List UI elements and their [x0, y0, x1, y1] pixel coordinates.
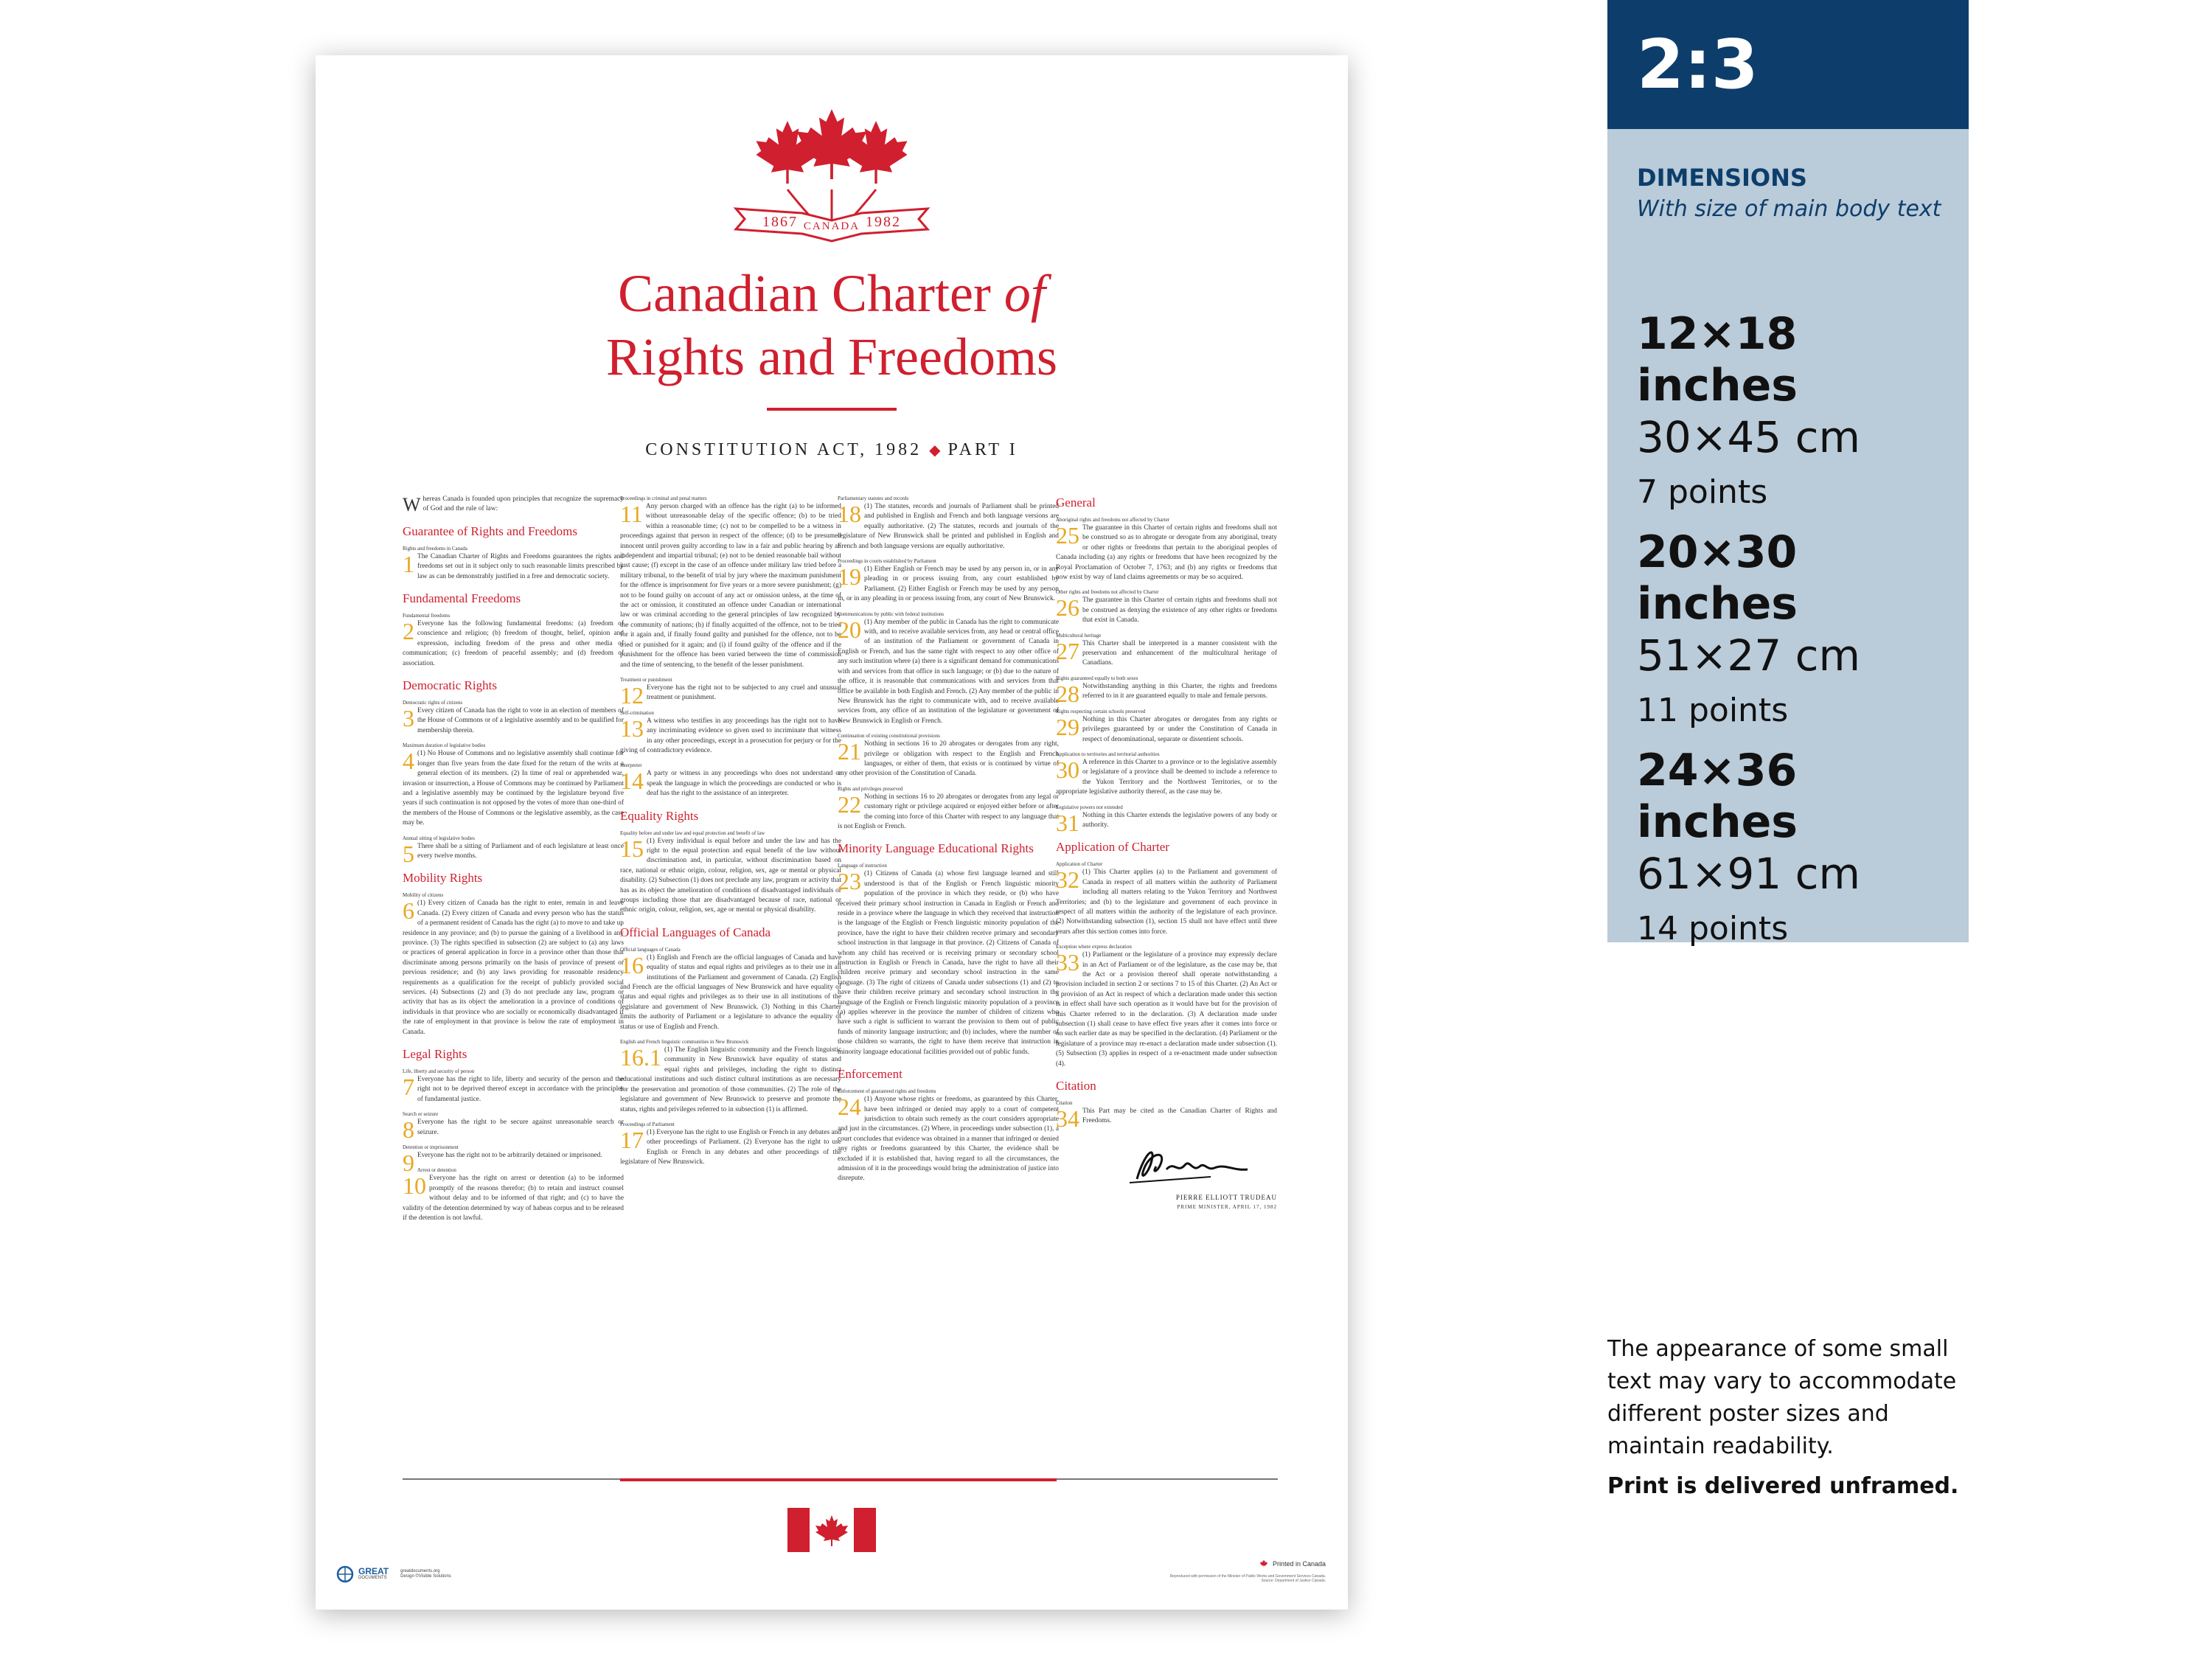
title-of: of: [1004, 264, 1046, 323]
charter-section: [838, 869, 1059, 1057]
section-heading: Enforcement: [838, 1067, 902, 1082]
charter-section: [1056, 809, 1277, 836]
section-heading: Democratic Rights: [403, 678, 497, 693]
section-number: 32: [1056, 866, 1079, 894]
section-text: Nothing in sections 16 to 20 abrogates or derogates from any right, privilege or obligation with respect to the English and French languages, or either of them, that exists or is continued by virtue of any other provision of the Constitution of Canada.: [838, 740, 1059, 778]
section-text: (1) This Charter applies (a) to the Parliament and government of Canada in respect of all matters within the authority of Parliament including all matters relating to the Yukon Territory and Northwest Territories; and (b) to the legislature and government of each province in respect of all matters within the authority of the legislature of each province. (2) Notwithstanding subsection (1), section 15 shall not have effect until three years after this section comes into force.: [1056, 869, 1277, 936]
charter-section: [403, 840, 624, 867]
section-number: 1: [403, 550, 414, 577]
footer-divider: [1057, 1478, 1278, 1480]
charter-section: [403, 1174, 624, 1223]
charter-section: [838, 618, 1059, 726]
section-number: 14: [620, 768, 644, 795]
section-number: 8: [403, 1116, 414, 1144]
section-text: The guarantee in this Charter of certain rights and freedoms shall not be construed so as to abrogate or derogate from any aboriginal, treaty or other rights or freedoms that pertain to the aboriginal peoples of Canada including (a) any rights or freedoms that have been recognized by the Royal Proclamation of October 7, 1763; and (b) any rights or freedoms that now exist by way of land claims agreements or may be so acquired.: [1056, 524, 1277, 582]
charter-section: [838, 1095, 1059, 1184]
section-marginal-note: Application of Charter: [1056, 861, 1103, 868]
section-text: This Charter shall be interpreted in a manner consistent with the preservation and enhancement of the multicultural heritage of Canadians.: [1082, 639, 1277, 667]
charter-column-2: [620, 495, 841, 1505]
signature-image: [1122, 1138, 1255, 1190]
section-text: (1) The statutes, records and journals of Parliament shall be printed and published in English and French and both language versions are equally authoritative. (2) The statutes, records and journals of the legislature of New Brunswick shall be printed and published in English and French and both language versions are equally authoritative.: [838, 503, 1059, 550]
charter-column-4: [1056, 495, 1277, 1505]
section-number: 11: [620, 501, 643, 527]
charter-section: [838, 740, 1059, 779]
dimensions-subtitle: With size of main body text: [1637, 196, 1941, 222]
section-number: 10: [403, 1172, 426, 1200]
footer-divider: [403, 1478, 620, 1480]
publisher-subname: DOCUMENTS: [358, 1576, 387, 1580]
section-heading: Minority Language Educational Rights: [838, 841, 1034, 856]
dimensions-panel: [1607, 0, 1969, 947]
section-marginal-note: Other rights and freedoms not affected by Charter: [1056, 589, 1159, 596]
title-part1: Canadian Charter: [618, 264, 1004, 323]
section-number: 21: [838, 738, 861, 765]
section-marginal-note: Maximum duration of legislative bodies: [403, 742, 486, 749]
section-text: Everyone has the following fundamental freedoms: (a) freedom of conscience and religion; (b) freedom of thought, belief, opinion and expression, including freedom of the press and other media of communication; (c) freedom of peaceful assembly; and (d) freedom of association.: [403, 620, 624, 667]
size-option: [1637, 526, 1969, 731]
section-number: 20: [838, 616, 861, 643]
size-inches: 20×30 inches: [1637, 526, 1798, 630]
ratio-header: [1607, 0, 1969, 129]
section-marginal-note: Annual sitting of legislative bodies: [403, 835, 475, 841]
emblem-center: CANADA: [803, 220, 860, 232]
section-heading: Guarantee of Rights and Freedoms: [403, 524, 577, 538]
charter-section: [838, 565, 1059, 605]
subtitle-left: CONSTITUTION ACT, 1982: [645, 440, 922, 459]
section-marginal-note: Proceedings in courts established by Parliament: [838, 558, 936, 565]
section-marginal-note: Interpreter: [620, 762, 642, 769]
section-marginal-note: Mobility of citizens: [403, 892, 444, 899]
section-marginal-note: Language of instruction: [838, 863, 887, 869]
size-note: The appearance of some small text may vary to accommodate different poster sizes and maintain readability.: [1607, 1336, 1957, 1459]
size-inches: 12×18 inches: [1637, 308, 1798, 411]
section-marginal-note: Rights guaranteed equally to both sexes: [1056, 675, 1138, 681]
maple-leaf-emblem: [721, 107, 942, 284]
preamble-dropcap: W: [403, 495, 421, 515]
section-marginal-note: Citation: [1056, 1100, 1073, 1107]
section-text: (1) The English linguistic community and the French linguistic community in New Brunswick have equality of status and equal rights and privileges, including the right to distinct educational institutions and such distinct cultural institutions as are necessary for the preservation and promotion of those communities. (2) The role of the legislature and government of New Brunswick to preserve and promote the status, rights and privileges referred to in subsection (1) is affirmed.: [620, 1046, 841, 1113]
section-marginal-note: Rights and freedoms in Canada: [403, 545, 467, 552]
section-text: (1) Any member of the public in Canada has the right to communicate with, and to receive available services from, any head or central office of an institution of the Parliament or government of Canada in English or French, and has the same right with respect to any other office of any such institution where (a) there is a significant demand for communications with and services from that office in such language; or (b) due to the nature of the office, it is reasonable that communications with and services from that office be available in both English and French. (2) Any member of the public in New Brunswick has the right to communicate with, and to receive available services from, any office of an institution of the legislature or government of New Brunswick in English or French.: [838, 618, 1059, 725]
section-marginal-note: Legislative powers not extended: [1056, 804, 1123, 810]
section-marginal-note: Self-crimination: [620, 709, 654, 716]
poster-subtitle: [316, 440, 1348, 460]
preamble-text: hereas Canada is founded upon principles that recognize the supremacy of God and the rule of law:: [422, 495, 624, 513]
section-number: 5: [403, 840, 414, 867]
section-heading: General: [1056, 495, 1096, 509]
globe-icon: [336, 1565, 354, 1583]
section-number: 26: [1056, 594, 1079, 622]
charter-section: [403, 899, 624, 1037]
section-text: The Canadian Charter of Rights and Freedoms guarantees the rights and freedoms set out in it subject only to such reasonable limits prescribed by law as can be demonstrably justified in a free and democratic society.: [417, 552, 624, 580]
charter-section: [403, 619, 624, 669]
section-number: 9: [403, 1150, 414, 1177]
section-marginal-note: Continuation of existing constitutional provisions: [838, 733, 940, 740]
canada-flag-icon: [787, 1508, 876, 1552]
charter-section: [620, 837, 841, 916]
aspect-ratio: 2:3: [1637, 25, 1759, 104]
section-text: This Part may be cited as the Canadian Charter of Rights and Freedoms.: [1082, 1107, 1277, 1125]
section-text: Nothing in sections 16 to 20 abrogates or derogates from any legal or customary right or privilege acquired or enjoyed either before or after the coming into force of this Charter with respect to any language that is not English or French.: [838, 793, 1059, 830]
section-text: (1) English and French are the official languages of Canada and have equality of status and equal rights and privileges as to their use in all institutions of the Parliament and government of Canada. (2) English and French are the official languages of New Brunswick and have equality of status and equal rights and privileges as to their use in all institutions of the legislature and government of New Brunswick. (3) Nothing in this Charter limits the authority of Parliament or a legislature to advance the equality of status or use of English and French.: [620, 953, 841, 1031]
section-number: 18: [838, 501, 861, 527]
charter-section: [403, 1116, 624, 1144]
charter-section: [1056, 950, 1277, 1069]
size-cm: 30×45 cm: [1637, 412, 1861, 462]
section-text: Everyone has the right not to be arbitrarily detained or imprisoned.: [417, 1152, 602, 1160]
charter-column-1: [403, 495, 624, 1505]
size-points: 14 points: [1637, 910, 1789, 947]
size-cm: 51×27 cm: [1637, 630, 1861, 681]
section-number: 33: [1056, 949, 1079, 976]
section-marginal-note: Detention or imprisonment: [403, 1144, 459, 1151]
section-text: Nothing in this Charter extends the legislative powers of any body or authority.: [1082, 811, 1277, 829]
section-text: (1) Every citizen of Canada has the right to enter, remain in and leave Canada. (2) Every citizen of Canada and every person who has the status of a permanent resident of Canada has the right (a) to move to and take up residence in any province; and (b) to pursue the gaining of a livelihood in any province. (3) The rights specified in subsection (2) are subject to (a) any laws or practices of general application in force in a province other than those that discriminate among persons primarily on the basis of province of present or previous residence; and (b) any laws providing for reasonable residency requirements as a qualification for the receipt of publicly provided social services. (4) Subsections (2) and (3) do not preclude any law, program or activity that has as its object the amelioration in a province of conditions of individuals in that province who are socially or economically disadvantaged if the rate of employment in that province is below the rate of employment in Canada.: [403, 900, 624, 1036]
size-points: 11 points: [1637, 692, 1789, 729]
section-marginal-note: Treatment or punishment: [620, 676, 672, 683]
signature-block: [1056, 1138, 1277, 1213]
section-text: (1) Every individual is equal before and under the law and has the right to the equal protection and equal benefit of the law without discrimination and, in particular, without discrimination based on race, national or ethnic origin, colour, religion, sex, age or mental or physical disability. (2) Subsection (1) does not preclude any law, program or activity that has as its object the amelioration of conditions of disadvantaged individuals or groups including those that are disadvantaged because of race, national or ethnic origin, colour, religion, sex, age or mental or physical disability.: [620, 837, 841, 914]
section-number: 2: [403, 618, 414, 645]
charter-section: [1056, 639, 1277, 669]
section-number: 16: [620, 951, 644, 978]
section-marginal-note: Exception where express declaration: [1056, 944, 1132, 950]
section-number: 15: [620, 835, 644, 862]
charter-section: [403, 552, 624, 582]
section-heading: Legal Rights: [403, 1047, 467, 1062]
section-marginal-note: Arrest or detention: [417, 1167, 456, 1174]
section-marginal-note: Equality before and under law and equal protection and benefit of law: [620, 830, 765, 836]
charter-section: [1056, 524, 1277, 582]
charter-section: [838, 790, 1059, 832]
publisher-url: greatdocuments.org: [400, 1569, 440, 1573]
section-number: 27: [1056, 637, 1079, 664]
charter-section: [403, 706, 624, 736]
section-number: 4: [403, 748, 414, 775]
publisher-name: GREAT: [358, 1566, 389, 1576]
section-heading: Equality Rights: [620, 808, 699, 823]
section-text: (1) Anyone whose rights or freedoms, as guaranteed by this Charter, have been infringed or denied may apply to a court of competent jurisdiction to obtain such remedy as the court considers appropriate and just in the circumstances. (2) Where, in proceedings under subsection (1), a court concludes that evidence was obtained in a manner that infringed or denied any rights or freedoms guaranteed by this Charter, the evidence shall be excluded if it is established that, having regard to all the circumstances, the admission of it in the proceedings would bring the administration of justice into disrepute.: [838, 1096, 1059, 1183]
section-text: Every citizen of Canada has the right to vote in an election of members of the House of Commons or of a legislative assembly and to be qualified for membership therein.: [417, 707, 624, 734]
size-inches: 24×36 inches: [1637, 745, 1798, 848]
section-text: (1) Parliament or the legislature of a province may expressly declare in an Act of Parliament or of the legislature, as the case may be, that the Act or a provision thereof shall operate notwithstanding a provision included in section 2 or sections 7 to 15 of this Charter. (2) An Act or a provision of an Act in respect of which a declaration made under this section is in effect shall have such operation as it would have but for the provision of this Charter referred to in the declaration. (3) A declaration made under subsection (1) shall cease to have effect five years after it comes into force or on such earlier date as may be specified in the declaration. (4) Parliament or the legislature of a province may re-enact a declaration made under subsection (1). (5) Subsection (3) applies in respect of a re-enactment made under subsection (4).: [1056, 951, 1277, 1068]
section-number: 23: [838, 868, 861, 895]
section-number: 12: [620, 681, 644, 709]
publisher-logo: [336, 1561, 451, 1587]
size-option: [1637, 745, 1969, 950]
section-heading: Official Languages of Canada: [620, 925, 771, 939]
emblem-right-year: 1982: [866, 214, 901, 230]
section-text: A reference in this Charter to a province or to the legislative assembly or legislature of a province shall be deemed to include a reference to the Yukon Territory and the Northwest Territories, or to the appropriate legislative authority thereof, as the case may be.: [1056, 758, 1277, 796]
section-marginal-note: Democratic rights of citizens: [403, 700, 463, 706]
printed-in-canada: [1259, 1559, 1326, 1568]
title-line2: Rights and Freedoms: [606, 327, 1057, 386]
section-marginal-note: Fundamental freedoms: [403, 613, 451, 619]
section-text: (1) No House of Commons and no legislative assembly shall continue for longer than five years from the date fixed for the return of the writs at a general election of its members. (2) In time of real or apprehended war, invasion or insurrection, a House of Commons may be continued by Parliament and a legislative assembly may be continued by the legislature beyond five years if such continuation is not opposed by the votes of more than one-third of the members of the House of Commons or the legislative assembly, as the case may be.: [403, 750, 624, 827]
subtitle-right: PART I: [947, 440, 1018, 459]
poster: [316, 55, 1348, 1610]
section-text: A witness who testifies in any proceedings has the right not to have any incriminating evidence so given used to incriminate that witness in any other proceedings, except in a prosecution for perjury or for the giving of contradictory evidence.: [620, 717, 841, 754]
section-marginal-note: Proceedings in criminal and penal matters: [620, 495, 707, 501]
section-number: 25: [1056, 522, 1079, 549]
emblem-left-year: 1867: [762, 214, 798, 230]
section-marginal-note: Multicultural heritage: [1056, 632, 1102, 639]
section-number: 13: [620, 714, 644, 742]
section-text: Notwithstanding anything in this Charter, the rights and freedoms referred to in it are guaranteed equally to male and female persons.: [1082, 682, 1277, 700]
section-number: 34: [1056, 1105, 1079, 1133]
section-text: A party or witness in any proceedings who does not understand or speak the language in which the proceedings are conducted or who is deaf has the right to the assistance of an interpreter.: [647, 770, 841, 798]
section-number: 3: [403, 705, 414, 732]
section-text: Nothing in this Charter abrogates or derogates from any rights or privileges guaranteed by or under the Constitution of Canada in respect of denominational, separate or dissentient schools.: [1082, 715, 1277, 743]
charter-section: [403, 749, 624, 828]
section-number: 17: [620, 1126, 644, 1153]
section-marginal-note: Rights respecting certain schools preserved: [1056, 708, 1146, 714]
unframed-note: Print is delivered unframed.: [1607, 1473, 1959, 1499]
charter-column-3: [838, 495, 1059, 1505]
diamond-icon: ◆: [929, 442, 941, 459]
footer-divider-red: [620, 1478, 1057, 1481]
section-marginal-note: Proceedings of Parliament: [620, 1121, 675, 1127]
section-number: 6: [403, 897, 414, 925]
title-divider: [767, 408, 897, 411]
section-text: (1) Citizens of Canada (a) whose first language learned and still understood is that of the English or French linguistic minority population of the province in which they reside, or (b) who have received their primary school instruction in Canada in English or French and reside in a province where the language in which they received that instruction is the language of the English or French linguistic minority population of the province, have the right to have their children receive primary and secondary school instruction in that language in that province. (2) Citizens of Canada of whom any child has received or is receiving primary or secondary school instruction in English or French in Canada, have the right to have all their children receive primary and secondary school instruction in the same language. (3) The right of citizens of Canada under subsections (1) and (2) to have their children receive primary and secondary school instruction in the language of the English or French linguistic minority population of a province (a) applies wherever in the province the number of children of citizens who have such a right is sufficient to warrant the provision to them out of public funds of minority language instruction; and (b) includes, where the number of those children so warrants, the right to have them receive that instruction in minority language educational facilities provided out of public funds.: [838, 870, 1059, 1056]
fineprint: Reproduced with permission of the Minister of Public Works and Government Services Canada. Source: Department of Justice Canada.: [1169, 1574, 1326, 1583]
section-marginal-note: Enforcement of guaranteed rights and freedoms: [838, 1088, 936, 1095]
size-cm: 61×91 cm: [1637, 849, 1861, 899]
size-points: 7 points: [1637, 473, 1768, 511]
charter-section: [620, 502, 841, 670]
section-text: Everyone has the right to life, liberty and security of the person and the right not to be deprived thereof except in accordance with the principles of fundamental justice.: [417, 1076, 624, 1103]
section-number: 31: [1056, 809, 1079, 836]
charter-section: [838, 502, 1059, 552]
publisher-credit: Design ©Visible Solutions: [400, 1574, 451, 1579]
charter-section: [620, 1046, 841, 1115]
charter-section: [620, 1128, 841, 1168]
charter-section: [1056, 1105, 1277, 1133]
signatory-name: PIERRE ELLIOTT TRUDEAU: [1175, 1193, 1277, 1201]
section-heading: Citation: [1056, 1079, 1096, 1093]
section-text: There shall be a sitting of Parliament and of each legislature at least once every twelve months.: [417, 842, 624, 860]
section-marginal-note: English and French linguistic communities in New Brunswick: [620, 1039, 749, 1046]
charter-section: [1056, 868, 1277, 937]
section-marginal-note: Parliamentary statutes and records: [838, 495, 909, 501]
section-number: 29: [1056, 713, 1079, 740]
section-marginal-note: Official languages of Canada: [620, 946, 681, 953]
section-marginal-note: Application to territories and territorial authorities: [1056, 751, 1160, 757]
section-number: 7: [403, 1074, 414, 1101]
section-marginal-note: Communications by public with federal institutions: [838, 611, 945, 617]
section-number: 22: [838, 790, 861, 818]
charter-section: [620, 769, 841, 799]
charter-section: [1056, 596, 1277, 625]
section-text: Everyone has the right not to be subjected to any cruel and unusual treatment or punishment.: [647, 684, 841, 702]
charter-section: [1056, 715, 1277, 745]
section-number: 19: [838, 563, 861, 591]
section-text: (1) Either English or French may be used by any person in, or in any pleading in or process issuing from, any court established by Parliament. (2) Either English or French may be used by any person in, or in any pleading in or process issuing from, any court of New Brunswick.: [838, 566, 1059, 603]
poster-title: [316, 262, 1348, 389]
printed-label: Printed in Canada: [1272, 1560, 1326, 1568]
section-text: Everyone has the right on arrest or detention (a) to be informed promptly of the reasons therefor; (b) to retain and instruct counsel without delay and to be informed of that right; and (c) to have the validity of the detention determined by way of habeas corpus and to be released if the detention is not lawful.: [403, 1175, 624, 1222]
section-text: The guarantee in this Charter of certain rights and freedoms shall not be construed as denying the existence of any other rights or freedoms that exist in Canada.: [1082, 597, 1277, 625]
section-heading: Mobility Rights: [403, 871, 483, 886]
charter-section: [1056, 680, 1277, 707]
size-option: [1637, 308, 1969, 513]
preamble: [403, 495, 624, 515]
section-marginal-note: Rights and privileges preserved: [838, 785, 903, 792]
charter-section: [403, 1075, 624, 1105]
section-number: 16.1: [620, 1044, 661, 1071]
section-marginal-note: Aboriginal rights and freedoms not affected by Charter: [1056, 517, 1170, 523]
charter-section: [620, 953, 841, 1032]
section-number: 24: [838, 1093, 861, 1121]
section-text: Any person charged with an offence has the right (a) to be informed without unreasonable delay of the specific offence; (b) to be tried within a reasonable time; (c) not to be compelled to be a witness in proceedings against that person in respect of the offence; (d) to be presumed innocent until proven guilty according to law in a fair and public hearing by an independent and impartial tribunal; (e) not to be denied reasonable bail without just cause; (f) except in the case of an offence under military law tried before a military tribunal, to the benefit of trial by jury where the maximum punishment for the offence is imprisonment for five years or a more severe punishment; (g) not to be found guilty on account of any act or omission unless, at the time of the act or omission, it constituted an offence under Canadian or international law or was criminal according to the general principles of law recognized by the community of nations; (h) if finally acquitted of the offence, not to be tried for it again and, if finally found guilty and punished for the offence, not to be tried or punished for it again; and (i) if found guilty of the offence and if the punishment for the offence has been varied between the time of commission and the time of sentencing, to the benefit of the lesser punishment.: [620, 503, 841, 669]
maple-leaf-icon: [1259, 1559, 1268, 1568]
section-heading: Fundamental Freedoms: [403, 591, 521, 606]
section-text: (1) Everyone has the right to use English or French in any debates and other proceedings of Parliament. (2) Everyone has the right to use English or French in any debates and other proceedings of the legislature of New Brunswick.: [620, 1128, 841, 1166]
section-number: 28: [1056, 680, 1079, 707]
section-marginal-note: Life, liberty and security of person: [403, 1068, 475, 1075]
section-text: Everyone has the right to be secure against unreasonable search or seizure.: [417, 1119, 624, 1136]
charter-section: [620, 714, 841, 757]
section-number: 30: [1056, 756, 1079, 783]
charter-section: [1056, 758, 1277, 798]
section-marginal-note: Search or seizure: [403, 1111, 439, 1118]
charter-section: [620, 681, 841, 709]
section-heading: Application of Charter: [1056, 840, 1169, 855]
dimensions-title: DIMENSIONS: [1637, 164, 1807, 192]
signatory-role: PRIME MINISTER, APRIL 17, 1982: [1177, 1204, 1277, 1211]
